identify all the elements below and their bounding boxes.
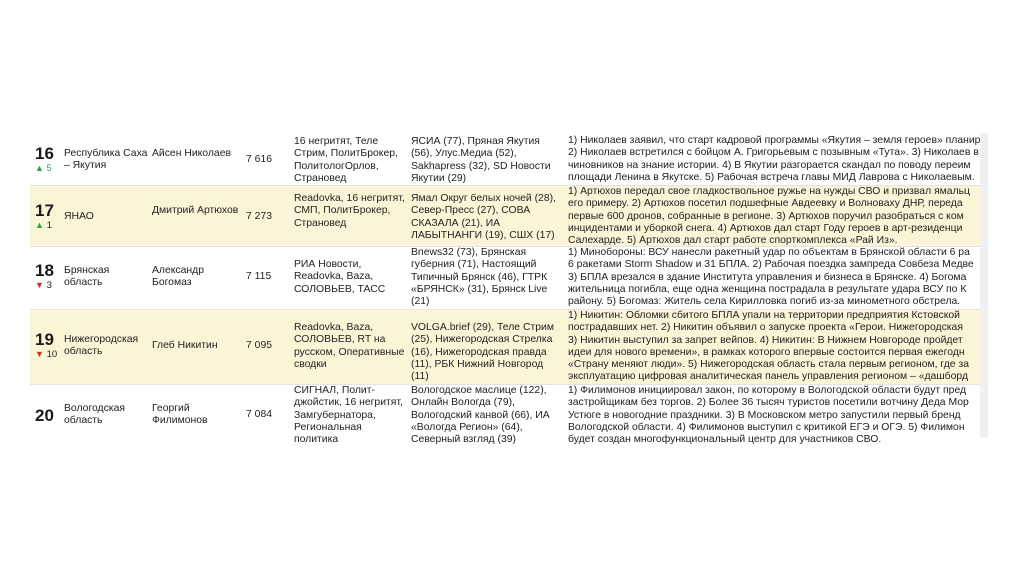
rank-change xyxy=(35,349,65,360)
federal-media: РИА Новости, Readovka, Baza, СОЛОВЬЕВ, ТАСС xyxy=(294,259,386,295)
table-row xyxy=(30,385,988,445)
rank-cell xyxy=(35,202,65,231)
news-line: «Страну меняют люди». 5) Нижегородская область стала первым регионом, где за xyxy=(568,359,969,371)
governor-name: Александр Богомаз xyxy=(152,265,204,289)
news-line: площади Ленина в Якутске. 5) Рабочая встреча главы МИД Лаврова с Николаевым. xyxy=(568,171,975,183)
rank-change-value: 1 xyxy=(46,220,52,231)
governor-name: Георгий Филимонов xyxy=(152,403,208,427)
table-row xyxy=(30,186,988,247)
region-name: Республика Саха – Якутия xyxy=(64,148,148,172)
score-value: 7 095 xyxy=(246,340,273,351)
rank-cell xyxy=(35,145,65,174)
arrow-up-icon: ▲ xyxy=(35,220,44,230)
rank-change xyxy=(35,220,65,231)
news-line: 1) Артюхов передал свое гладкоствольное ружье на нужды СВО и призвал ямальц xyxy=(568,186,971,197)
news-line: его примеру. 2) Артюхов посетил подшефные Авдеевку и Волноваху ДНР, переда xyxy=(568,198,963,210)
score-value: 7 115 xyxy=(246,271,272,282)
rank-number: 16 xyxy=(35,144,54,163)
rank-change xyxy=(35,163,65,174)
news-line: району. 5) Богомаз: Житель села Кирилловка погиб из-за минометного обстрела. xyxy=(568,296,961,308)
news-summary xyxy=(568,385,988,445)
arrow-down-icon: ▼ xyxy=(35,349,44,359)
rank-change-value: 5 xyxy=(46,163,52,173)
news-line: Устюге в новогодние праздники. 3) В Московском метро запустили первый бренд xyxy=(568,409,961,421)
news-line: 6 ракетами Storm Shadow и 31 БПЛА. 2) Рабочая поездка зампреда Совбеза Медве xyxy=(568,259,974,271)
news-line: Салехарде. 5) Артюхов дал старт работе спорткомплекса «Рай Из». xyxy=(568,235,898,247)
news-summary xyxy=(568,186,988,247)
region-name: ЯНАО xyxy=(64,211,94,222)
rank-cell xyxy=(35,262,65,291)
news-line: инцидентами и уборкой снега. 4) Артюхов дал старт Году героев в арт-резиденци xyxy=(568,222,963,234)
news-line: первые 600 дронов, собранные в регионе. 3) Артюхов поручил разобраться с ком xyxy=(568,210,964,222)
rank-number: 19 xyxy=(35,330,54,349)
rank-change-value: 3 xyxy=(46,280,52,291)
news-line: чиновников на знание истории. 4) В Якутии разгорается скандал по поводу переим xyxy=(568,159,971,171)
federal-media: 16 негритят, Теле Стрим, ПолитБрокер, ПолитологОрлов, Страновед xyxy=(294,136,398,184)
score-value: 7 084 xyxy=(246,409,273,420)
governor-name: Айсен Николаев xyxy=(152,148,231,159)
regional-media: Вологодское маслице (122), Онлайн Вологда (79), Вологодский канвой (66), ИА «Вологда Регион» (64), Северный взгляд (39) xyxy=(411,385,550,445)
table-row xyxy=(30,133,988,186)
federal-media: Readovka, Baza, СОЛОВЬЕВ, RT на русском, Оперативные сводки xyxy=(294,322,405,370)
news-summary xyxy=(568,135,988,184)
federal-media: СИГНАЛ, Полит-джойстик, 16 негритят, Замгубернатора, Региональная политика xyxy=(294,385,403,445)
news-line: 1) Николаев заявил, что старт кадровой программы «Якутия – земля героев» планир xyxy=(568,135,981,146)
governor-name: Глеб Никитин xyxy=(152,340,218,351)
region-name: Вологодская область xyxy=(64,403,125,427)
rank-number: 17 xyxy=(35,201,54,220)
news-line: 1) Филимонов инициировал закон, по которому в Вологодской области будут пред xyxy=(568,385,967,396)
arrow-down-icon: ▼ xyxy=(35,280,44,290)
news-line: идеи для нового времени», в рамках которого впервые состоится первая ежегодн xyxy=(568,346,965,358)
table-row xyxy=(30,310,988,385)
governor-name: Дмитрий Артюхов xyxy=(152,205,239,216)
region-name: Нижегородская область xyxy=(64,334,139,358)
federal-media: Readovka, 16 негритят, СМП, ПолитБрокер, Страновед xyxy=(294,193,405,229)
table-row xyxy=(30,247,988,310)
regional-media: VOLGA.brief (29), Теле Стрим (25), Нижегородская Стрелка (16), Нижегородская правда (11), РБК Нижний Новгород (11) xyxy=(411,322,554,383)
regional-media: ЯСИА (77), Пряная Якутия (56), Улус.Медиа (52), Sakhapress (32), SD Новости Якутии (29) xyxy=(411,136,551,184)
rank-number: 18 xyxy=(35,261,54,280)
rank-cell xyxy=(35,407,65,425)
news-line: 1) Никитин: Обломки сбитого БПЛА упали на территории предприятия Кстовской xyxy=(568,310,960,321)
news-line: 3) Никитин выступил за запрет вейпов. 4) Никитин: В Нижнем Новгороде пройдет xyxy=(568,334,963,346)
score-value: 7 273 xyxy=(246,211,273,222)
news-line: жительница погибла, еще одна женщина пострадала в результате удара ВСУ по К xyxy=(568,283,967,295)
rank-cell xyxy=(35,331,65,360)
ranking-table xyxy=(30,133,988,445)
news-line: пострадавших нет. 2) Никитин объявил о запуске проекта «Герои. Нижегородская xyxy=(568,322,963,334)
news-summary xyxy=(568,247,988,308)
regional-media: Ямал Округ белых ночей (28), Север-Пресс (27), СОВА СКАЗАЛА (21), ИА ЛАБЫТНАНГИ (19), СШХ (17) xyxy=(411,193,556,241)
arrow-up-icon: ▲ xyxy=(35,163,44,173)
news-summary xyxy=(568,310,988,384)
region-name: Брянская область xyxy=(64,265,110,289)
score-value: 7 616 xyxy=(246,154,273,165)
rank-change xyxy=(35,280,65,291)
news-line: 1) Минобороны: ВСУ нанесли ракетный удар по объектам в Брянской области 6 ра xyxy=(568,247,970,258)
news-line: застройщикам без торгов. 2) Более 36 тысяч туристов посетили вотчину Деда Мор xyxy=(568,397,969,409)
news-line: 2) Николаев встретился с бойцом А. Григорьевым с позывным «Тута». 3) Николаев в xyxy=(568,147,979,159)
news-line: Вологодской области. 4) Филимонов выступил с критикой ЕГЭ и ОГЭ. 5) Филимон xyxy=(568,421,965,433)
rank-change-value: 10 xyxy=(46,349,58,360)
regional-media: Bnews32 (73), Брянская губерния (71), Настоящий Типичный Брянск (46), ГТРК «БРЯНСК» (31), Брянск Live (21) xyxy=(411,247,548,308)
news-line: будет создан многофункциональный центр для участников СВО. xyxy=(568,434,882,445)
news-line: 3) БПЛА врезался в здание Института управления и бизнеса в Брянске. 4) Богома xyxy=(568,271,967,283)
scrollbar-track[interactable] xyxy=(980,133,988,438)
news-line: эксплуатацию цифровая аналитическая панель управления регионом – «дашборд xyxy=(568,371,969,383)
rank-number: 20 xyxy=(35,406,54,425)
